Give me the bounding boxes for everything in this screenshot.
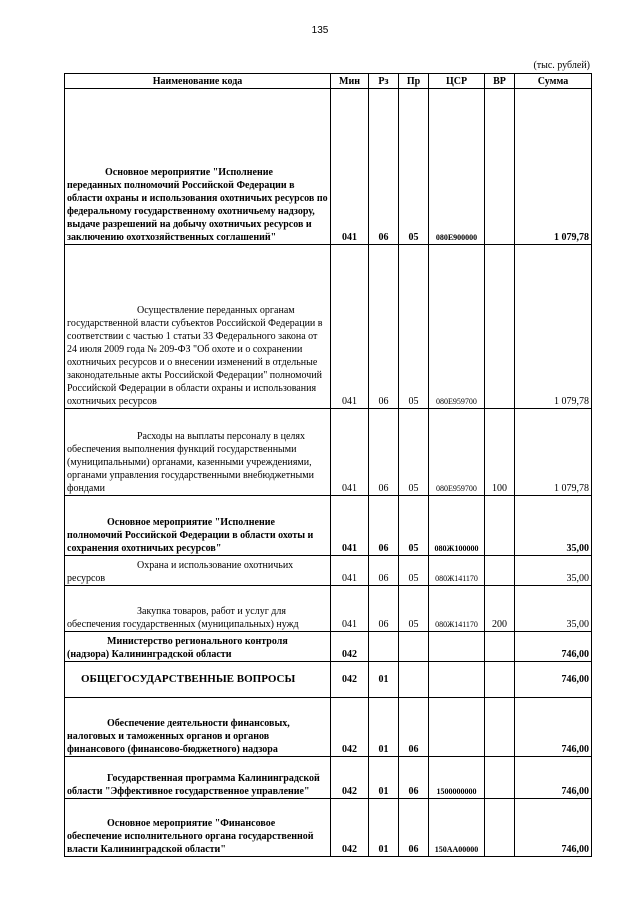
row-vr (485, 662, 515, 698)
row-vr (485, 89, 515, 245)
row-csr: 080Ж141170 (429, 586, 485, 632)
row-min: 041 (331, 496, 369, 556)
row-min: 041 (331, 245, 369, 409)
header-rz: Рз (369, 74, 399, 89)
row-csr (429, 632, 485, 662)
row-sum: 746,00 (515, 799, 592, 857)
row-pr: 05 (399, 245, 429, 409)
row-rz: 06 (369, 586, 399, 632)
row-rz: 06 (369, 409, 399, 496)
row-name: Закупка товаров, работ и услуг для обеспечения государственных (муниципальных) нужд (67, 606, 299, 630)
row-min: 041 (331, 556, 369, 586)
header-vr: ВР (485, 74, 515, 89)
row-name: Государственная программа Калининградской области "Эффективное государственное управление" (67, 773, 320, 797)
row-rz: 01 (369, 757, 399, 799)
row-min: 041 (331, 586, 369, 632)
row-rz: 01 (369, 662, 399, 698)
unit-caption: (тыс. рублей) (533, 60, 590, 71)
row-sum: 746,00 (515, 632, 592, 662)
row-name: Основное мероприятие "Исполнение полномочий Российской Федерации в области охоты и сохранения охотничьих ресурсов" (67, 517, 314, 554)
row-sum: 1 079,78 (515, 245, 592, 409)
row-pr: 05 (399, 496, 429, 556)
row-vr (485, 799, 515, 857)
table-row (65, 89, 592, 245)
row-pr: 05 (399, 556, 429, 586)
table-row (65, 496, 592, 556)
row-sum: 35,00 (515, 586, 592, 632)
header-name: Наименование кода (65, 74, 331, 89)
budget-table (64, 73, 592, 857)
row-name: Осуществление переданных органам государственной власти субъектов Российской Федерации в соответствии с частью 1 статьи 33 Федерального закона от 24 июля 2009 года № 209-ФЗ "Об охоте и о сохранении охотничьих ресурсов и о внесении изменений в отдельные законодательные акты Российской Федерации" полномочий Российской Федерации в области охраны и использования охотничьих ресурсов (67, 305, 323, 407)
table-row (65, 662, 592, 698)
row-rz: 06 (369, 556, 399, 586)
row-name: Основное мероприятие "Исполнение переданных полномочий Российской Федерации в области охраны и использования охотничьих ресурсов по федеральному государственному охотничьему надзору, выдаче разрешений на добычу охотничьих ресурсов и заключению охотхозяйственных соглашений" (67, 167, 328, 243)
row-sum: 746,00 (515, 698, 592, 757)
row-pr (399, 632, 429, 662)
row-name: Основное мероприятие "Финансовое обеспечение исполнительного органа государственной власти Калининградской области" (67, 818, 314, 855)
table-row (65, 698, 592, 757)
row-csr: 1500000000 (429, 757, 485, 799)
row-csr: 080Ж100000 (429, 496, 485, 556)
row-csr (429, 698, 485, 757)
row-name: Расходы на выплаты персоналу в целях обеспечения выполнения функций государственными (муниципальными) органами, казенными учреждениями, органами управления государственными внебюджетными фондами (67, 431, 314, 494)
row-rz: 01 (369, 698, 399, 757)
page-number: 135 (311, 25, 329, 36)
row-sum: 1 079,78 (515, 89, 592, 245)
row-name: Обеспечение деятельности финансовых, налоговых и таможенных органов и органов финансового (финансово-бюджетного) надзора (67, 718, 290, 755)
row-rz: 06 (369, 245, 399, 409)
row-sum: 35,00 (515, 496, 592, 556)
table-row (65, 556, 592, 586)
row-pr: 06 (399, 799, 429, 857)
row-rz: 06 (369, 89, 399, 245)
row-sum: 746,00 (515, 662, 592, 698)
row-vr: 200 (485, 586, 515, 632)
row-pr: 05 (399, 409, 429, 496)
row-rz (369, 632, 399, 662)
row-min: 042 (331, 698, 369, 757)
header-sum: Сумма (515, 74, 592, 89)
table-row (65, 632, 592, 662)
row-vr (485, 556, 515, 586)
row-rz: 06 (369, 496, 399, 556)
table-row (65, 757, 592, 799)
table-header (65, 74, 592, 89)
row-sum: 746,00 (515, 757, 592, 799)
header-min: Мин (331, 74, 369, 89)
table-row (65, 409, 592, 496)
row-min: 042 (331, 799, 369, 857)
row-pr: 05 (399, 586, 429, 632)
row-csr (429, 662, 485, 698)
table-row (65, 586, 592, 632)
row-pr (399, 662, 429, 698)
row-sum: 1 079,78 (515, 409, 592, 496)
row-min: 042 (331, 757, 369, 799)
row-csr: 080Е900000 (429, 89, 485, 245)
row-csr: 080Е959700 (429, 245, 485, 409)
row-min: 042 (331, 662, 369, 698)
row-min: 042 (331, 632, 369, 662)
row-sum: 35,00 (515, 556, 592, 586)
row-min: 041 (331, 89, 369, 245)
row-name: ОБЩЕГОСУДАРСТВЕННЫЕ ВОПРОСЫ (81, 673, 296, 685)
header-pr: Пр (399, 74, 429, 89)
row-vr (485, 698, 515, 757)
row-pr: 06 (399, 757, 429, 799)
header-csr: ЦСР (429, 74, 485, 89)
row-vr (485, 757, 515, 799)
row-vr (485, 245, 515, 409)
table-row (65, 799, 592, 857)
row-pr: 05 (399, 89, 429, 245)
row-csr: 150АА00000 (429, 799, 485, 857)
row-name: Министерство регионального контроля (надзора) Калининградской области (67, 636, 288, 660)
row-vr (485, 632, 515, 662)
row-pr: 06 (399, 698, 429, 757)
row-csr: 080Е959700 (429, 409, 485, 496)
row-csr: 080Ж141170 (429, 556, 485, 586)
row-name: Охрана и использование охотничьих ресурсов (67, 560, 294, 584)
row-min: 041 (331, 409, 369, 496)
table-row (65, 245, 592, 409)
row-rz: 01 (369, 799, 399, 857)
row-vr: 100 (485, 409, 515, 496)
row-vr (485, 496, 515, 556)
